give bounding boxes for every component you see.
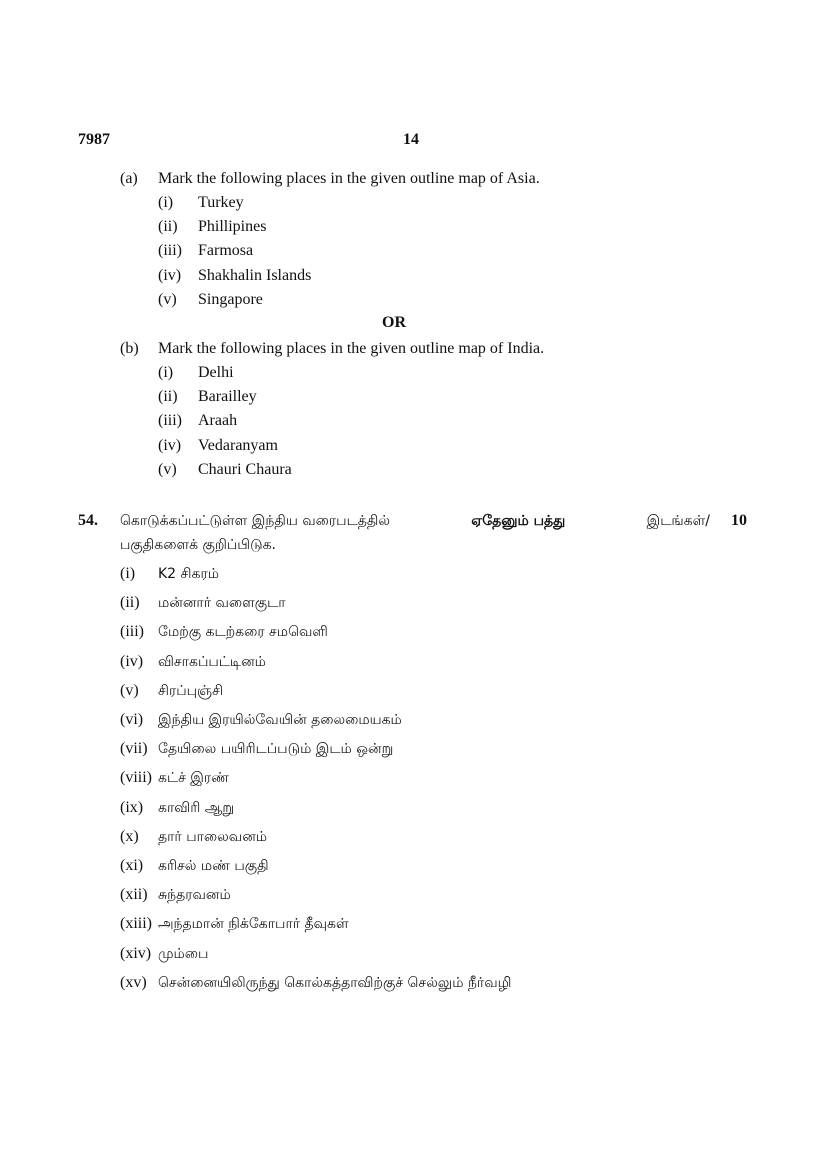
list-item-number: (i) — [158, 194, 174, 211]
list-item-text: கரிசல் மண் பகுதி — [158, 858, 269, 874]
list-item-text: அந்தமான் நிக்கோபார் தீவுகள் — [158, 916, 349, 933]
list-item-text: கட்ச் இரண் — [158, 770, 229, 787]
question-line-1 — [120, 513, 710, 531]
page-number: 14 — [403, 131, 419, 148]
list-item-text: விசாகப்பட்டினம் — [158, 653, 266, 670]
question-line-1-start: கொடுக்கப்பட்டுள்ள இந்திய வரைபடத்தில் — [120, 513, 390, 529]
list-item-number: (iii) — [120, 623, 144, 641]
list-item-text: சுந்தரவனம் — [158, 887, 231, 904]
list-item-text: Farmosa — [198, 242, 254, 260]
list-item-number: (xiii) — [120, 915, 152, 933]
question-line-2: பகுதிகளைக் குறிப்பிடுக. — [120, 537, 276, 553]
list-item-number: (xiv) — [120, 944, 152, 962]
list-item-number: (ii) — [120, 594, 140, 612]
list-item-number: (ii) — [158, 218, 178, 236]
list-item-number: (iii) — [158, 412, 182, 430]
list-item-text: Phillipines — [198, 218, 267, 236]
list-item-number: (i) — [120, 565, 136, 582]
list-item-text: Barailley — [198, 388, 257, 406]
list-item-number: (iv) — [120, 652, 144, 670]
list-item-number: (v) — [120, 681, 139, 699]
list-item-text: Turkey — [198, 194, 244, 211]
list-item-text: மும்பை — [158, 945, 209, 962]
list-item-text: தேயிலை பயிரிடப்படும் இடம் ஒன்று — [158, 741, 394, 758]
list-item-text: Chauri Chaura — [198, 460, 292, 478]
list-item-text: Araah — [198, 412, 238, 430]
list-item-text: Vedaranyam — [198, 436, 278, 454]
list-item-number: (iii) — [158, 242, 182, 260]
list-item-text: காவிரி ஆறு — [158, 799, 235, 816]
or-separator: OR — [382, 314, 406, 331]
marks: 10 — [731, 512, 747, 529]
list-item-number: (iv) — [158, 436, 182, 454]
list-item-number: (v) — [158, 460, 177, 478]
question-emphasis: ஏதேனும் பத்து — [471, 513, 566, 529]
list-item-number: (xii) — [120, 886, 148, 904]
list-item-number: (xi) — [120, 857, 144, 874]
list-item-text: Shakhalin Islands — [198, 266, 312, 284]
question-number: 54. — [78, 512, 98, 529]
list-item-number: (iv) — [158, 266, 182, 284]
list-item-number: (vi) — [120, 711, 144, 728]
part-a-instruction: Mark the following places in the given outline map of Asia. — [158, 170, 540, 187]
paper-code: 7987 — [78, 131, 110, 148]
list-item-text: Delhi — [198, 364, 234, 381]
list-item-number: (x) — [120, 827, 139, 845]
list-item-number: (ii) — [158, 388, 178, 406]
list-item-text: சிரப்புஞ்சி — [158, 682, 224, 699]
list-item-number: (v) — [158, 290, 177, 308]
list-item-number: (vii) — [120, 740, 148, 758]
part-a-label: (a) — [120, 170, 138, 187]
part-b-label: (b) — [120, 340, 139, 357]
list-item-text: தார் பாலைவனம் — [158, 828, 268, 845]
list-item-text: மன்னார் வளைகுடா — [158, 595, 286, 612]
part-b-instruction: Mark the following places in the given outline map of India. — [158, 340, 545, 357]
list-item-text: K2 சிகரம் — [158, 566, 219, 582]
list-item-text: மேற்கு கடற்கரை சமவெளி — [158, 624, 328, 641]
list-item-number: (ix) — [120, 798, 144, 816]
list-item-number: (xv) — [120, 973, 147, 991]
list-item-number: (viii) — [120, 769, 152, 787]
list-item-text: சென்னையிலிருந்து கொல்கத்தாவிற்குச் செல்லும் நீர்வழி — [158, 974, 512, 991]
list-item-text: இந்திய இரயில்வேயின் தலைமையகம் — [158, 712, 402, 728]
list-item-text: Singapore — [198, 290, 263, 308]
list-item-number: (i) — [158, 364, 174, 381]
question-line-1-end: இடங்கள்/ — [646, 513, 710, 529]
